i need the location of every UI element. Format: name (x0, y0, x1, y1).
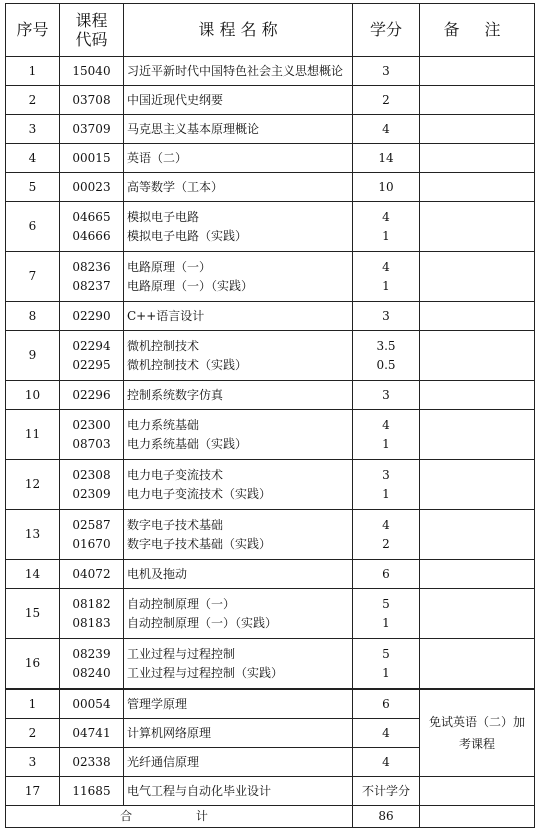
header-credit: 学分 (353, 4, 420, 57)
name-cell (124, 115, 353, 144)
name-line: 数字电子技术基础（实践） (127, 537, 272, 551)
code-cell (60, 86, 124, 115)
name-line: 中国近现代史纲要 (127, 93, 224, 107)
code-line: 04665 (72, 210, 111, 224)
table-row (6, 689, 535, 719)
code-cell (60, 560, 124, 589)
credit-cell (353, 302, 420, 331)
credit-line: 4 (382, 210, 390, 224)
seq-cell: 13 (6, 510, 60, 560)
code-line: 08183 (72, 616, 111, 630)
name-cell (124, 639, 353, 690)
code-line: 04741 (72, 726, 111, 740)
note-cell (420, 639, 535, 690)
note-cell (420, 331, 535, 381)
code-cell (60, 777, 124, 806)
code-cell (60, 381, 124, 410)
seq-cell: 6 (6, 202, 60, 252)
code-cell (60, 302, 124, 331)
name-cell (124, 302, 353, 331)
note-cell (420, 202, 535, 252)
code-cell (60, 748, 124, 777)
header-row (6, 4, 535, 57)
name-line: 英语（二） (127, 151, 188, 165)
name-cell (124, 689, 353, 719)
name-cell (124, 86, 353, 115)
table-row (6, 331, 535, 381)
name-line: 控制系统数字仿真 (127, 388, 224, 402)
code-line: 01670 (72, 537, 111, 551)
credit-line: 3 (382, 309, 390, 323)
header-name: 课 程 名 称 (124, 4, 353, 57)
note-cell (420, 410, 535, 460)
name-cell (124, 410, 353, 460)
name-line: 自动控制原理（一） (127, 597, 236, 611)
credit-line: 14 (378, 151, 394, 165)
credit-cell (353, 86, 420, 115)
code-cell (60, 173, 124, 202)
credit-cell: 4 (353, 748, 420, 777)
credit-line: 1 (382, 229, 390, 243)
note-cell (420, 252, 535, 302)
credit-line: 6 (382, 567, 390, 581)
code-cell (60, 410, 124, 460)
note-cell (420, 589, 535, 639)
credit-line: 2 (382, 93, 390, 107)
table-row (6, 252, 535, 302)
name-line: 电力系统基础 (127, 418, 200, 432)
name-line: 工业过程与过程控制 (127, 647, 236, 661)
seq-cell: 3 (6, 748, 60, 777)
code-line: 08182 (72, 597, 111, 611)
note-cell (420, 115, 535, 144)
name-line: 管理学原理 (127, 697, 188, 711)
note-cell: 免试英语（二）加考课程 (420, 689, 535, 777)
seq-cell: 14 (6, 560, 60, 589)
name-line: 高等数学（工本） (127, 180, 224, 194)
credit-line: 4 (382, 122, 390, 136)
header-code-line2: 代码 (75, 30, 108, 49)
name-cell (124, 173, 353, 202)
code-line: 11685 (72, 784, 111, 798)
code-cell (60, 202, 124, 252)
note-cell (420, 86, 535, 115)
code-line: 02290 (72, 309, 111, 323)
code-line: 08236 (72, 260, 111, 274)
curriculum-table (5, 3, 535, 828)
table-row (6, 381, 535, 410)
seq-cell: 1 (6, 689, 60, 719)
note-cell (420, 510, 535, 560)
note-cell (420, 57, 535, 86)
name-line: 微机控制技术 (127, 339, 200, 353)
name-line: 马克思主义基本原理概论 (127, 122, 260, 136)
total-row (6, 806, 535, 828)
header-seq: 序号 (6, 4, 60, 57)
seq-cell: 7 (6, 252, 60, 302)
name-cell (124, 560, 353, 589)
name-line: 电路原理（一）（实践） (127, 279, 254, 293)
name-cell (124, 510, 353, 560)
header-code (60, 4, 124, 57)
seq-cell: 3 (6, 115, 60, 144)
credit-cell: 不计学分 (353, 777, 420, 806)
code-cell (60, 144, 124, 173)
credit-line: 5 (382, 597, 390, 611)
code-line: 04666 (72, 229, 111, 243)
credit-cell (353, 144, 420, 173)
credit-cell (353, 57, 420, 86)
table-row (6, 560, 535, 589)
credit-line: 3 (382, 468, 390, 482)
code-line: 02295 (72, 358, 111, 372)
credit-cell: 6 (353, 689, 420, 719)
code-line: 08237 (72, 279, 111, 293)
code-line: 02338 (72, 755, 111, 769)
table-row (6, 86, 535, 115)
table-row (6, 173, 535, 202)
credit-line: 1 (382, 279, 390, 293)
code-cell (60, 689, 124, 719)
seq-cell: 2 (6, 86, 60, 115)
name-line: 数字电子技术基础 (127, 518, 224, 532)
credit-cell (353, 252, 420, 302)
name-cell (124, 777, 353, 806)
table-row (6, 302, 535, 331)
name-cell (124, 202, 353, 252)
credit-line: 3 (382, 388, 390, 402)
code-cell (60, 115, 124, 144)
credit-line: 10 (378, 180, 394, 194)
code-cell (60, 589, 124, 639)
name-cell (124, 57, 353, 86)
credit-cell (353, 410, 420, 460)
header-code-line1: 课程 (75, 11, 108, 30)
code-line: 08240 (72, 666, 111, 680)
credit-line: 1 (382, 616, 390, 630)
code-line: 02294 (72, 339, 111, 353)
credit-cell (353, 173, 420, 202)
note-cell (420, 381, 535, 410)
name-line: 计算机网络原理 (127, 726, 212, 740)
note-cell (420, 460, 535, 510)
credit-line: 1 (382, 437, 390, 451)
credit-cell (353, 639, 420, 690)
name-line: 自动控制原理（一）（实践） (127, 616, 278, 630)
name-line: 电机及拖动 (127, 567, 188, 581)
name-line: 电力系统基础（实践） (127, 437, 248, 451)
note-cell (420, 173, 535, 202)
code-line: 04072 (72, 567, 111, 581)
header-note: 备 注 (420, 4, 535, 57)
note-cell (420, 806, 535, 828)
code-cell (60, 510, 124, 560)
name-cell (124, 719, 353, 748)
code-cell (60, 252, 124, 302)
table-row (6, 639, 535, 690)
table-row (6, 202, 535, 252)
seq-cell: 9 (6, 331, 60, 381)
name-line: 电路原理（一） (127, 260, 212, 274)
credit-line: 4 (382, 260, 390, 274)
credit-line: 4 (382, 518, 390, 532)
code-line: 03709 (72, 122, 111, 136)
table-row (6, 144, 535, 173)
name-cell (124, 331, 353, 381)
name-cell (124, 144, 353, 173)
code-line: 02587 (72, 518, 111, 532)
name-line: 习近平新时代中国特色社会主义思想概论 (127, 64, 344, 78)
code-line: 00054 (72, 697, 111, 711)
credit-cell (353, 460, 420, 510)
name-line: 模拟电子电路 (127, 210, 200, 224)
credit-line: 4 (382, 418, 390, 432)
credit-line: 1 (382, 487, 390, 501)
code-line: 08703 (72, 437, 111, 451)
note-cell (420, 302, 535, 331)
seq-cell: 10 (6, 381, 60, 410)
seq-cell: 5 (6, 173, 60, 202)
table-row (6, 460, 535, 510)
name-cell (124, 589, 353, 639)
credit-line: 1 (382, 666, 390, 680)
code-cell (60, 639, 124, 690)
table-row (6, 510, 535, 560)
seq-cell: 1 (6, 57, 60, 86)
code-line: 02308 (72, 468, 111, 482)
table-row (6, 115, 535, 144)
code-line: 02300 (72, 418, 111, 432)
seq-cell: 17 (6, 777, 60, 806)
credit-cell (353, 510, 420, 560)
credit-cell (353, 589, 420, 639)
name-line: 电力电子变流技术 (127, 468, 224, 482)
credit-cell (353, 115, 420, 144)
note-cell (420, 777, 535, 806)
credit-line: 3.5 (376, 339, 396, 353)
credit-cell (353, 560, 420, 589)
credit-line: 2 (382, 537, 390, 551)
table-row (6, 57, 535, 86)
name-cell (124, 381, 353, 410)
code-line: 00015 (72, 151, 111, 165)
code-line: 15040 (72, 64, 111, 78)
table-row (6, 777, 535, 806)
code-line: 08239 (72, 647, 111, 661)
name-line: 电气工程与自动化毕业设计 (127, 784, 272, 798)
seq-cell: 12 (6, 460, 60, 510)
credit-cell (353, 331, 420, 381)
name-cell (124, 460, 353, 510)
table-row (6, 410, 535, 460)
name-line: 电力电子变流技术（实践） (127, 487, 272, 501)
total-value: 86 (353, 806, 420, 828)
table-row (6, 589, 535, 639)
code-cell (60, 719, 124, 748)
name-cell (124, 748, 353, 777)
name-line: 微机控制技术（实践） (127, 358, 248, 372)
note-cell (420, 560, 535, 589)
code-line: 02309 (72, 487, 111, 501)
name-cell (124, 252, 353, 302)
name-line: 工业过程与过程控制（实践） (127, 666, 284, 680)
name-line: C++语言设计 (127, 309, 205, 323)
credit-cell (353, 381, 420, 410)
code-cell (60, 331, 124, 381)
seq-cell: 2 (6, 719, 60, 748)
code-line: 02296 (72, 388, 111, 402)
seq-cell: 15 (6, 589, 60, 639)
credit-cell (353, 202, 420, 252)
extra-course-rows (6, 689, 535, 828)
name-line: 模拟电子电路（实践） (127, 229, 248, 243)
seq-cell: 8 (6, 302, 60, 331)
code-line: 03708 (72, 93, 111, 107)
credit-cell: 4 (353, 719, 420, 748)
note-cell (420, 144, 535, 173)
total-label: 合 计 (6, 806, 353, 828)
seq-cell: 4 (6, 144, 60, 173)
main-course-rows (6, 57, 535, 690)
code-cell (60, 460, 124, 510)
name-line: 光纤通信原理 (127, 755, 200, 769)
seq-cell: 16 (6, 639, 60, 690)
credit-line: 0.5 (376, 358, 396, 372)
credit-line: 5 (382, 647, 390, 661)
code-line: 00023 (72, 180, 111, 194)
credit-line: 3 (382, 64, 390, 78)
seq-cell: 11 (6, 410, 60, 460)
code-cell (60, 57, 124, 86)
